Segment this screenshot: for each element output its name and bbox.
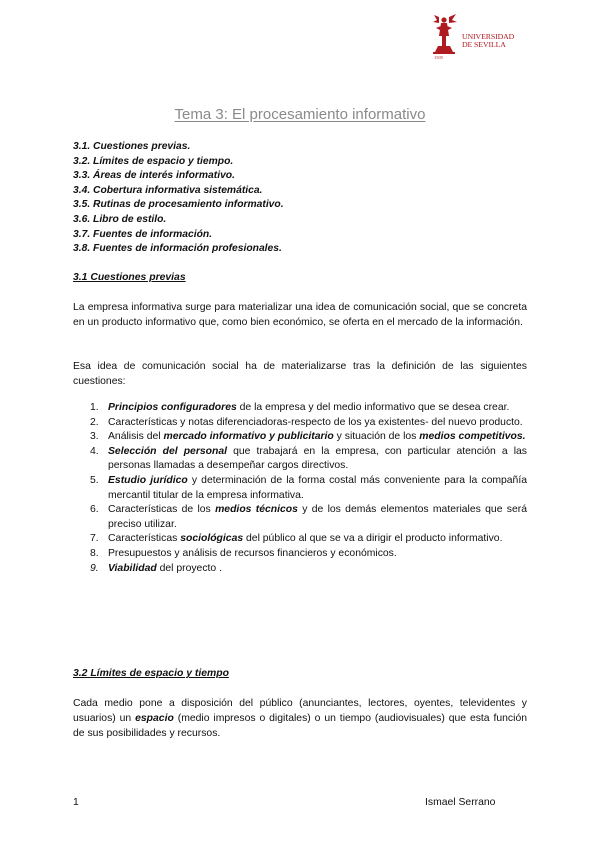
list-item: 5. Estudio jurídico y determinación de la forma costal más conveniente para la compañía mercantil titular de la empresa informativa. xyxy=(90,474,528,501)
section1-paragraph-2: Esa idea de comunicación social ha de materializarse tras la definición de las siguientes cuestiones: xyxy=(73,361,527,387)
toc-item: 3.5. Rutinas de procesamiento informativo. xyxy=(73,199,284,211)
table-of-contents xyxy=(73,140,284,257)
requirements-list xyxy=(73,401,527,576)
toc-item: 3.7. Fuentes de información. xyxy=(73,228,213,240)
toc-item: 3.3. Áreas de interés informativo. xyxy=(73,170,235,182)
university-logo xyxy=(430,14,530,64)
section2-paragraph-1: Cada medio pone a disposición del público (anunciantes, lectores, oyentes, televidentes y usuarios) un espacio (medio impresos o digitales) o un tiempo (audiovisuales) que esta función de sus posibilidades y recursos. xyxy=(73,698,527,739)
toc-item: 3.8. Fuentes de información profesionales. xyxy=(73,243,282,255)
toc-item: 3.1. Cuestiones previas. xyxy=(73,141,191,152)
list-item: 8. Presupuestos y análisis de recursos financieros y económicos. xyxy=(90,547,397,559)
list-item: 4. Selección del personal que trabajará en la empresa, con particular atención a las personas llamadas a desempeñar cargos directivos. xyxy=(90,445,528,472)
toc-item: 3.4. Cobertura informativa sistemática. xyxy=(73,184,263,196)
university-name: UNIVERSIDAD DE SEVILLA xyxy=(462,32,515,50)
page-number: 1 xyxy=(73,797,79,808)
toc-item: 3.2. Límites de espacio y tiempo. xyxy=(73,155,234,167)
toc-item: 3.6. Libro de estilo. xyxy=(73,213,167,225)
list-item: 2. Características y notas diferenciadoras-respecto de los ya existentes- del nuevo producto. xyxy=(90,416,523,428)
list-item: 7. Características sociológicas del público al que se va a dirigir el producto informativo. xyxy=(90,533,503,545)
footer-author: Ismael Serrano xyxy=(425,797,496,808)
list-item: 9. Viabilidad del proyecto . xyxy=(90,562,222,574)
section1-paragraph-1: La empresa informativa surge para materializar una idea de comunicación social, que se concreta en un producto informativo que, como bien económico, se oferta en el mercado de la información. xyxy=(73,302,527,328)
section-heading-limites-espacio-tiempo: 3.2 Límites de espacio y tiempo xyxy=(73,668,229,679)
giralda-figure-icon xyxy=(430,14,460,58)
document-title: Tema 3: El procesamiento informativo xyxy=(174,106,426,123)
section-heading-cuestiones-previas: 3.1 Cuestiones previas xyxy=(73,272,186,283)
university-founding-year: 1505 xyxy=(434,55,443,60)
list-item: 3. Análisis del mercado informativo y publicitario y situación de los medios competitivos. xyxy=(90,431,526,443)
list-item: 6. Características de los medios técnicos y de los demás elementos materiales que será preciso utilizar. xyxy=(90,504,527,530)
list-item: 1. Principios configuradores de la empresa y del medio informativo que se desea crear. xyxy=(90,402,510,413)
